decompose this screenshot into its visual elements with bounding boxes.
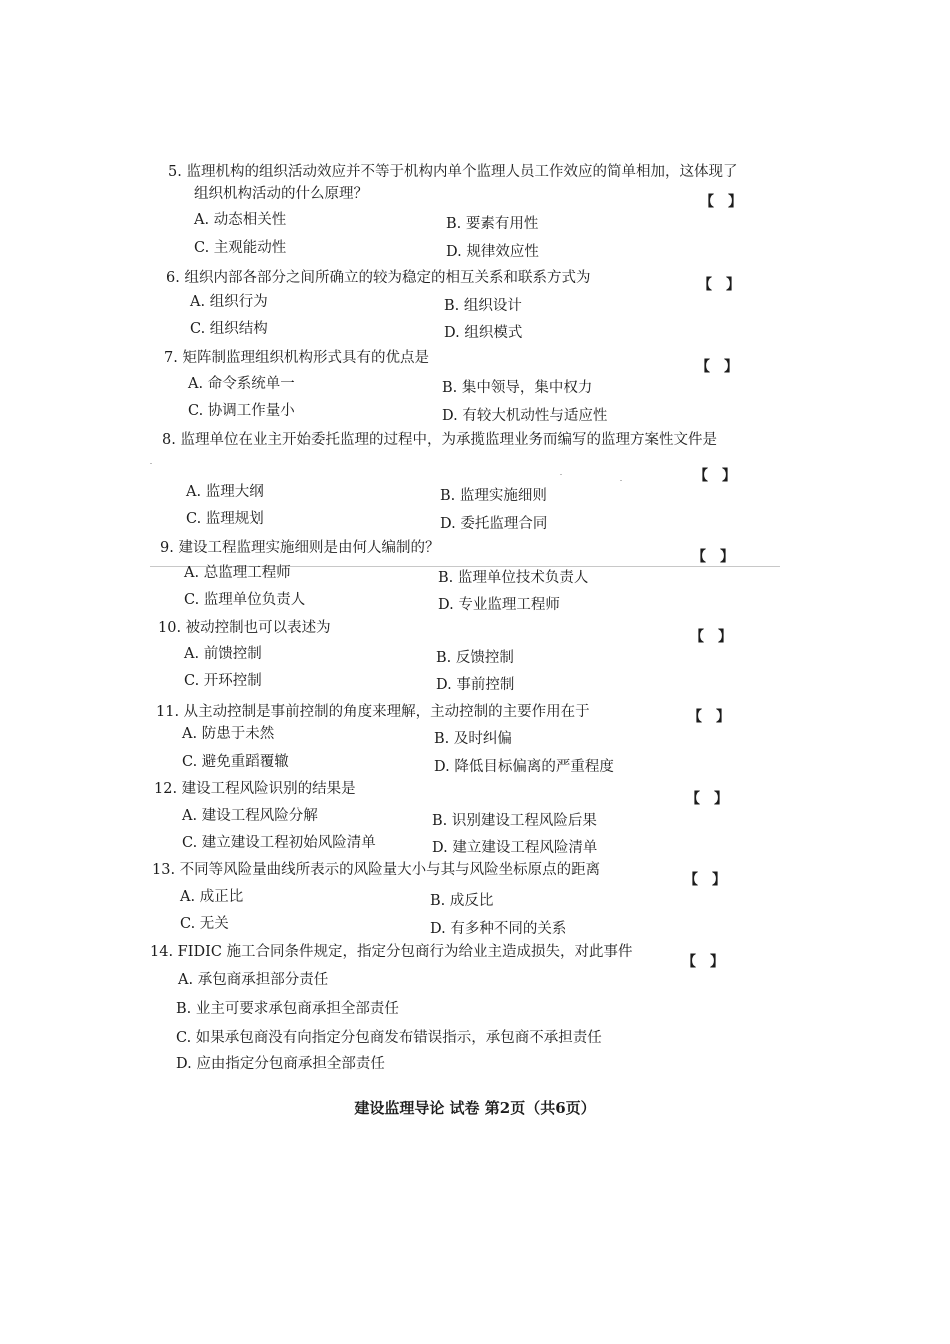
option-d[interactable]: D. 有多种不同的关系 — [430, 921, 567, 937]
question-text: 建设工程监理实施细则是由何人编制的？ — [178, 540, 440, 556]
option-c[interactable]: C. 主观能动性 — [194, 240, 287, 256]
option-a[interactable]: A. 成正比 — [180, 889, 244, 905]
answer-bracket[interactable]: 【 】 — [700, 194, 742, 210]
page-footer: 建设监理导论 试卷 第2页（共6页） — [354, 1099, 596, 1117]
option-c[interactable]: C. 避免重蹈覆辙 — [182, 754, 289, 770]
question-number: 13. — [152, 862, 176, 878]
option-b[interactable]: B. 及时纠偏 — [434, 731, 512, 747]
option-c[interactable]: C. 协调工作量小 — [188, 403, 295, 419]
question-number: 10. — [158, 620, 182, 636]
option-b[interactable]: B. 成反比 — [430, 893, 494, 909]
answer-bracket[interactable]: 【 】 — [684, 872, 726, 888]
option-b[interactable]: B. 业主可要求承包商承担全部责任 — [176, 1001, 399, 1017]
question-text: 建设工程风险识别的结果是 — [181, 781, 356, 797]
option-d[interactable]: D. 规律效应性 — [446, 244, 539, 260]
question-stem — [158, 618, 331, 638]
option-c[interactable]: C. 建立建设工程初始风险清单 — [182, 835, 376, 851]
question-text: 监理机构的组织活动效应并不等于机构内单个监理人员工作效应的简单相加，这体现了 — [186, 164, 738, 180]
option-a[interactable]: A. 命令系统单一 — [188, 376, 295, 392]
question-number: 6. — [166, 270, 180, 286]
option-b[interactable]: B. 监理单位技术负责人 — [438, 570, 589, 586]
question-stem — [150, 942, 633, 962]
scan-speck — [560, 474, 562, 475]
option-d[interactable]: D. 降低目标偏离的严重程度 — [434, 759, 614, 775]
option-c[interactable]: C. 监理规划 — [186, 511, 264, 527]
option-a[interactable]: A. 监理大纲 — [186, 484, 264, 500]
option-a[interactable]: A. 组织行为 — [190, 294, 268, 310]
option-d[interactable]: D. 专业监理工程师 — [438, 597, 560, 613]
question-number: 12. — [154, 781, 178, 797]
answer-bracket[interactable]: 【 】 — [692, 549, 734, 565]
question-stem — [166, 268, 590, 288]
answer-bracket[interactable]: 【 】 — [694, 468, 736, 484]
option-d[interactable]: D. 建立建设工程风险清单 — [432, 840, 598, 856]
question-text: 矩阵制监理组织机构形式具有的优点是 — [182, 350, 429, 366]
question-text: 不同等风险量曲线所表示的风险量大小与其与风险坐标原点的距离 — [179, 862, 601, 878]
question-stem — [156, 702, 590, 722]
option-b[interactable]: B. 反馈控制 — [436, 650, 514, 666]
option-c[interactable]: C. 组织结构 — [190, 321, 268, 337]
option-d[interactable]: D. 事前控制 — [436, 677, 515, 693]
question-text-line2: 组织机构活动的什么原理？ — [194, 186, 368, 202]
answer-bracket[interactable]: 【 】 — [690, 629, 732, 645]
question-number: 11. — [156, 704, 180, 720]
option-b[interactable]: B. 要素有用性 — [446, 216, 539, 232]
option-b[interactable]: B. 组织设计 — [444, 298, 522, 314]
scan-speck — [150, 463, 152, 464]
answer-bracket[interactable]: 【 】 — [682, 954, 724, 970]
answer-bracket[interactable]: 【 】 — [686, 791, 728, 807]
question-stem — [160, 538, 439, 558]
option-d[interactable]: D. 组织模式 — [444, 325, 523, 341]
question-stem — [164, 348, 429, 368]
question-number: 7. — [164, 350, 178, 366]
option-a[interactable]: A. 防患于未然 — [182, 726, 275, 742]
question-number: 5. — [168, 164, 182, 180]
option-d[interactable]: D. 委托监理合同 — [440, 516, 548, 532]
scan-speck — [620, 480, 622, 481]
option-c[interactable]: C. 如果承包商没有向指定分包商发布错误指示，承包商不承担责任 — [176, 1030, 602, 1046]
option-a[interactable]: A. 前馈控制 — [184, 646, 262, 662]
answer-bracket[interactable]: 【 】 — [688, 709, 730, 725]
option-b[interactable]: B. 集中领导，集中权力 — [442, 380, 593, 396]
question-stem — [154, 779, 356, 799]
question-stem — [152, 860, 600, 880]
option-b[interactable]: B. 监理实施细则 — [440, 488, 547, 504]
question-text: 从主动控制是事前控制的角度来理解，主动控制的主要作用在于 — [183, 704, 590, 720]
question-text: 被动控制也可以表述为 — [185, 620, 331, 636]
question-text: 监理单位在业主开始委托监理的过程中，为承揽监理业务而编写的监理方案性文件是 — [180, 432, 717, 448]
option-c[interactable]: C. 开环控制 — [184, 673, 262, 689]
question-number: 14. — [150, 944, 174, 960]
answer-bracket[interactable]: 【 】 — [696, 359, 738, 375]
answer-bracket[interactable]: 【 】 — [698, 277, 740, 293]
option-d[interactable]: D. 有较大机动性与适应性 — [442, 408, 608, 424]
option-c[interactable]: C. 无关 — [180, 916, 229, 932]
option-d[interactable]: D. 应由指定分包商承担全部责任 — [176, 1056, 385, 1072]
option-c[interactable]: C. 监理单位负责人 — [184, 592, 306, 608]
question-text: 组织内部各部分之间所确立的较为稳定的相互关系和联系方式为 — [184, 270, 591, 286]
option-a[interactable]: A. 建设工程风险分解 — [182, 808, 318, 824]
question-number: 8. — [162, 432, 176, 448]
question-number: 9. — [160, 540, 174, 556]
option-a[interactable]: A. 动态相关性 — [194, 212, 287, 228]
option-a[interactable]: A. 承包商承担部分责任 — [178, 972, 329, 988]
option-b[interactable]: B. 识别建设工程风险后果 — [432, 813, 597, 829]
question-text: FIDIC 施工合同条件规定，指定分包商行为给业主造成损失，对此事件 — [177, 944, 633, 960]
question-stem — [162, 430, 717, 450]
question-stem — [168, 162, 737, 182]
option-a[interactable]: A. 总监理工程师 — [184, 565, 291, 581]
